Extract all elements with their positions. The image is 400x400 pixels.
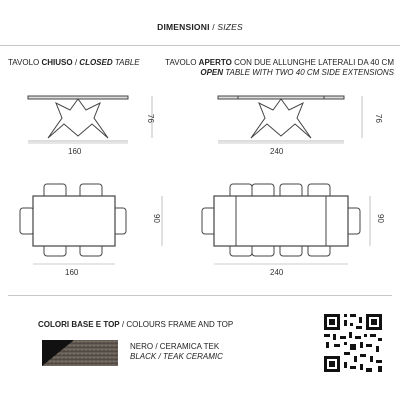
- closed-label-it: TAVOLO: [8, 58, 42, 67]
- open-label-en-rest: TABLE WITH TWO 40 CM SIDE EXTENSIONS: [223, 68, 394, 77]
- closed-depth-label: 90: [151, 214, 161, 223]
- open-label-it-bold: APERTO: [198, 58, 232, 67]
- closed-label-sep: /: [72, 58, 80, 67]
- title-italic: SIZES: [217, 22, 243, 32]
- open-top-width-label: 240: [270, 268, 284, 277]
- closed-side-width-label: 160: [68, 147, 82, 156]
- swatch-label-it: NERO / CERAMICA TEK: [130, 342, 220, 351]
- open-label-en-bold: OPEN: [200, 68, 224, 77]
- closed-height-label: 76: [145, 114, 155, 123]
- open-label-it-rest: CON DUE ALLUNGHE LATERALI DA 40 CM: [231, 58, 394, 67]
- open-height-label: 76: [373, 114, 383, 123]
- swatch-label-en: BLACK / TEAK CERAMIC: [130, 352, 223, 361]
- closed-label-it-bold: CHIUSO: [41, 58, 73, 67]
- open-side-width-label: 240: [270, 147, 284, 156]
- title-separator: /: [209, 22, 218, 32]
- colors-title-rest: COLOURS FRAME AND TOP: [126, 320, 234, 329]
- closed-label-en-bold: CLOSED: [79, 58, 113, 67]
- closed-top-width-label: 160: [65, 268, 79, 277]
- colors-title-bold: COLORI BASE E TOP: [38, 320, 120, 329]
- closed-label-en: TABLE: [112, 58, 140, 67]
- colors-title-sep: /: [119, 320, 127, 329]
- open-depth-label: 90: [375, 214, 385, 223]
- title-bold: DIMENSIONI: [157, 22, 210, 32]
- open-label-it: TAVOLO: [165, 58, 199, 67]
